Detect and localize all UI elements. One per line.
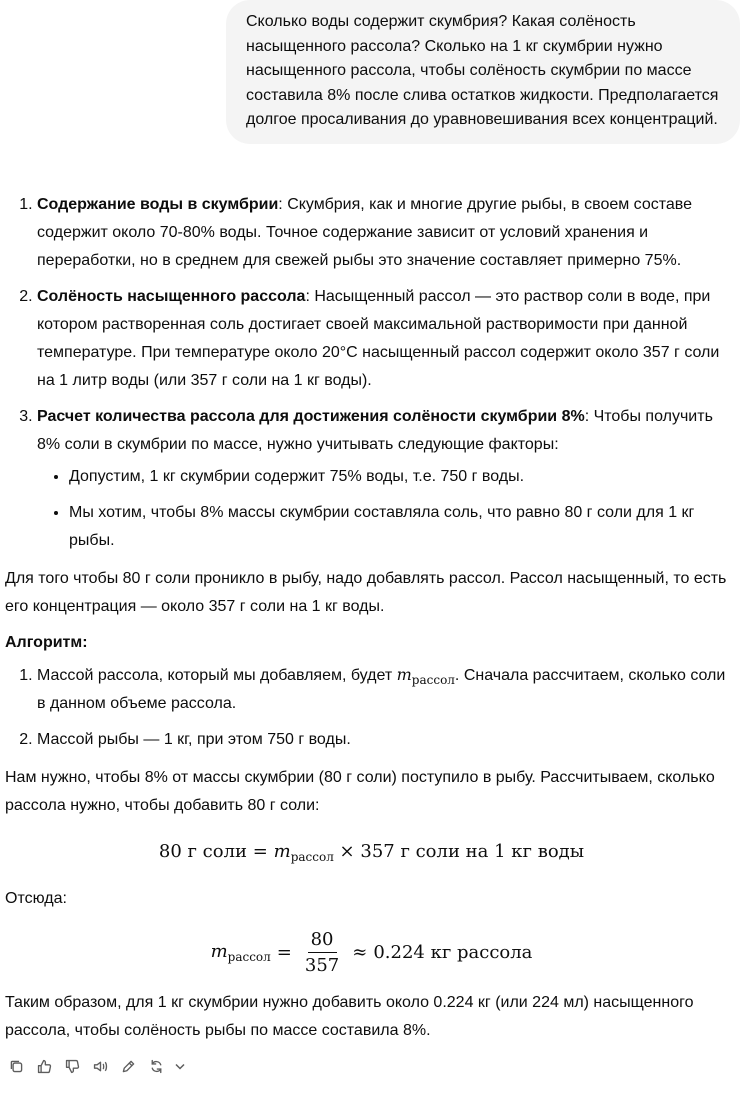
algorithm-heading: Алгоритм: (5, 633, 88, 651)
eq-sign: = (252, 840, 268, 862)
read-aloud-icon[interactable] (90, 1057, 110, 1077)
thumbs-down-icon[interactable] (62, 1057, 82, 1077)
item-text: : Чтобы получить 8% соли в скумбрии по массе, нужно учитывать следующие факторы: (37, 407, 713, 453)
copy-icon[interactable] (6, 1057, 26, 1077)
item-text: : Насыщенный рассол — это раствор соли в воде, при котором растворенная соль достигает своей максимальной растворимости при данной температуре. При температуре около 20°C насыщенный рассол содержит около 357 г соли на 1 литр воды (или 357 г соли на 1 кг воды). (37, 287, 720, 389)
math-variable: m (273, 840, 291, 862)
bullet-item: • Допустим, 1 кг скумбрии содержит 75% воды, т.е. 750 г воды. (69, 463, 738, 491)
answer-numbered-list (5, 191, 738, 555)
eq-right: 357 г соли на 1 кг воды (360, 840, 585, 862)
edit-icon[interactable] (118, 1057, 138, 1077)
math-lhs (211, 938, 271, 967)
math-variable: m (210, 941, 228, 962)
eq-sign: = (276, 941, 292, 963)
list-item: 2. Массой рыбы — 1 кг, при этом 750 г воды. (37, 726, 738, 754)
regenerate-icon[interactable] (146, 1057, 166, 1077)
eq-right: 0.224 кг рассола (373, 941, 533, 963)
bullet-item: • Мы хотим, чтобы 8% массы скумбрии составляла соль, что равно 80 г соли для 1 кг рыбы. (69, 499, 738, 555)
approx-sign: ≈ (352, 941, 368, 963)
message-actions (0, 1057, 744, 1077)
math-inline (396, 664, 455, 687)
list-item (37, 661, 738, 718)
paragraph: Отсюда: (5, 889, 67, 907)
bullet-list (37, 463, 738, 555)
item-text: : Скумбрия, как и многие другие рыбы, в своем составе содержит около 70-80% воды. Точное содержание зависит от условий хранения и переработки, но в среднем для свежей рыбы это значение составляет примерно 75%. (37, 195, 693, 269)
fraction-numerator: 80 (308, 929, 337, 953)
item-title: Солёность насыщенного рассола (37, 287, 306, 305)
thumbs-up-icon[interactable] (34, 1057, 54, 1077)
item-title: Содержание воды в скумбрии (37, 195, 279, 213)
paragraph: Нам нужно, чтобы 8% от массы скумбрии (80 г соли) поступило в рыбу. Рассчитываем, сколько рассола нужно, чтобы добавить 80 г соли: (5, 768, 715, 814)
list-item (37, 403, 738, 555)
algo-text: . Сначала рассчитаем, сколько соли в данном объеме рассола. (37, 666, 726, 712)
fraction-denominator: 357 (304, 954, 340, 976)
algorithm-list (5, 661, 738, 754)
equation-1 (5, 838, 738, 867)
equation-2 (5, 929, 738, 977)
math-subscript: рассол (227, 950, 271, 964)
math-variable: m (396, 664, 412, 684)
eq-left: 80 г соли (158, 840, 248, 862)
times-sign: × (339, 840, 355, 862)
math-subscript: рассол (411, 672, 455, 687)
fraction (302, 929, 342, 977)
user-message-row (0, 0, 744, 144)
algo-text: Массой рассола, который мы добавляем, будет (37, 666, 397, 684)
chevron-down-icon[interactable] (174, 1057, 186, 1077)
user-message-bubble: Сколько воды содержит скумбрия? Какая солёность насыщенного рассола? Сколько на 1 кг скумбрии нужно насыщенного рассола, чтобы солёность скумбрии по массе составила 8% после слива остатков жидкости. Предполагается долгое просаливания до уравновешивания всех концентраций. (226, 0, 740, 144)
item-title: Расчет количества рассола для достижения солёности скумбрии 8% (37, 407, 585, 425)
paragraph: Для того чтобы 80 г соли проникло в рыбу, надо добавлять рассол. Рассол насыщенный, то есть его концентрация — около 357 г соли на 1 кг воды. (5, 569, 727, 615)
list-item (37, 283, 738, 395)
assistant-answer (0, 191, 744, 1045)
list-item (37, 191, 738, 275)
paragraph: Таким образом, для 1 кг скумбрии нужно добавить около 0.224 кг (или 224 мл) насыщенного рассола, чтобы солёность рыбы по массе составила 8%. (5, 993, 694, 1039)
math-subscript: рассол (290, 849, 334, 864)
